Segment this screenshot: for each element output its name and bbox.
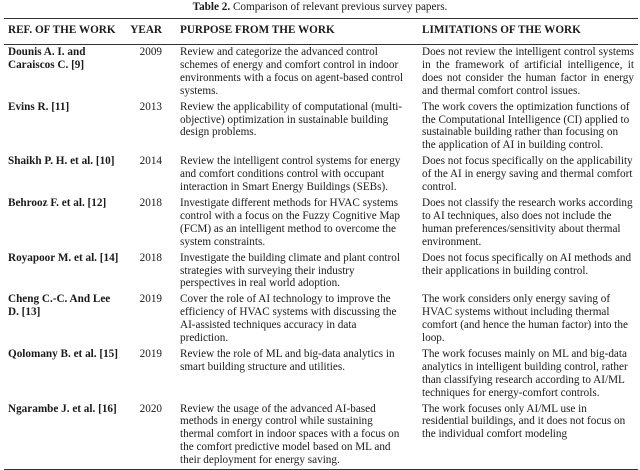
cell-purpose: Investigate the building climate and plant control strategies with surveying their industry perspectives in real world adoption. bbox=[180, 251, 400, 290]
cell-ref: Royapoor M. et al. [14] bbox=[8, 251, 119, 264]
cell-ref: Shaikh P. H. et al. [10] bbox=[8, 155, 115, 168]
header-ref: REF. OF THE WORK bbox=[4, 19, 124, 45]
table-row bbox=[4, 196, 638, 251]
table-row bbox=[4, 347, 638, 402]
cell-purpose: Review the usage of the advanced AI-based methods in energy control while sustaining thermal comfort in indoor spaces with a focus on the comfort predictive model based on ML and their deployment for energy saving. bbox=[180, 402, 400, 467]
table-row bbox=[4, 45, 638, 100]
table-row bbox=[4, 292, 638, 347]
header-year: YEAR bbox=[124, 19, 176, 45]
cell-purpose: Investigate different methods for HVAC systems control with a focus on the Fuzzy Cognitive Map (FCM) as an intelligent method to overcome the system constraints. bbox=[180, 196, 400, 248]
header-row bbox=[4, 19, 638, 45]
cell-year: 2019 bbox=[139, 347, 162, 360]
cell-purpose: Review the applicability of computational (multi-objective) optimization in sustainable building design problems. bbox=[180, 100, 403, 139]
cell-year: 2019 bbox=[139, 293, 162, 306]
cell-limitations: Does not classify the research works according to AI techniques, also does not include the human preferences/sensitivity about thermal environment. bbox=[422, 196, 633, 248]
table-caption bbox=[0, 1, 640, 14]
cell-year: 2009 bbox=[139, 46, 162, 58]
table-row bbox=[4, 251, 638, 293]
cell-purpose: Cover the role of AI technology to improve the efficiency of HVAC systems with discussing the AI-assisted techniques accuracy in data prediction. bbox=[180, 293, 397, 345]
cell-purpose: Review the role of ML and big-data analytics in smart building structure and utilities. bbox=[180, 347, 395, 373]
cell-limitations: The work focuses only AI/ML use in residential buildings, and it does not focus on the individual comfort modeling bbox=[422, 402, 626, 441]
cell-ref: Cheng C.-C. And Lee D. [13] bbox=[8, 293, 111, 319]
cell-limitations: The work focuses mainly on ML and big-data analytics in intelligent building control, rather than classifying research according to AI/ML techniques for energy-comfort controls. bbox=[422, 347, 628, 399]
caption-text: Comparison of relevant previous survey papers. bbox=[230, 1, 448, 13]
table-row bbox=[4, 100, 638, 155]
cell-year: 2020 bbox=[139, 402, 162, 415]
caption-label: Table 2. bbox=[192, 1, 231, 13]
survey-comparison-table bbox=[4, 18, 638, 470]
cell-ref: Qolomany B. et al. [15] bbox=[8, 347, 119, 360]
cell-limitations: The work covers the optimization functions of the Computational Intelligence (CI) applied to sustainable building rather than focusing on the application of AI in building control. bbox=[422, 100, 630, 152]
header-purpose: PURPOSE FROM THE WORK bbox=[176, 19, 410, 45]
cell-ref: Evins R. [11] bbox=[8, 100, 70, 113]
cell-year: 2018 bbox=[139, 251, 162, 264]
cell-ref: Behrooz F. et al. [12] bbox=[8, 196, 107, 209]
cell-year: 2018 bbox=[139, 196, 162, 209]
table-row bbox=[4, 154, 638, 196]
cell-limitations: Does not review the intelligent control systems in the framework of artificial intelligence, it does not consider the human factor in energy and thermal comfort control issues. bbox=[422, 46, 634, 97]
table-row bbox=[4, 402, 638, 470]
cell-ref: Dounis A. I. and Caraiscos C. [9] bbox=[8, 46, 86, 71]
cell-year: 2014 bbox=[139, 155, 162, 168]
cell-ref: Ngarambe J. et al. [16] bbox=[8, 402, 117, 415]
cell-limitations: The work considers only energy saving of HVAC systems without including thermal comfort (and hence the human factor) into the loop. bbox=[422, 293, 628, 345]
cell-year: 2013 bbox=[139, 100, 162, 113]
cell-limitations: Does not focus specifically on AI methods and their applications in building control. bbox=[422, 251, 632, 277]
header-limitations: LIMITATIONS OF THE WORK bbox=[410, 19, 638, 45]
cell-limitations: Does not focus specifically on the applicability of the AI in energy saving and thermal comfort control. bbox=[422, 155, 633, 194]
cell-purpose: Review the intelligent control systems for energy and comfort conditions control with occupant interaction in Smart Energy Buildings (SEBs). bbox=[180, 155, 401, 194]
cell-purpose: Review and categorize the advanced control schemes of energy and comfort control in indoor environments with a focus on agent-based control systems. bbox=[180, 46, 404, 97]
